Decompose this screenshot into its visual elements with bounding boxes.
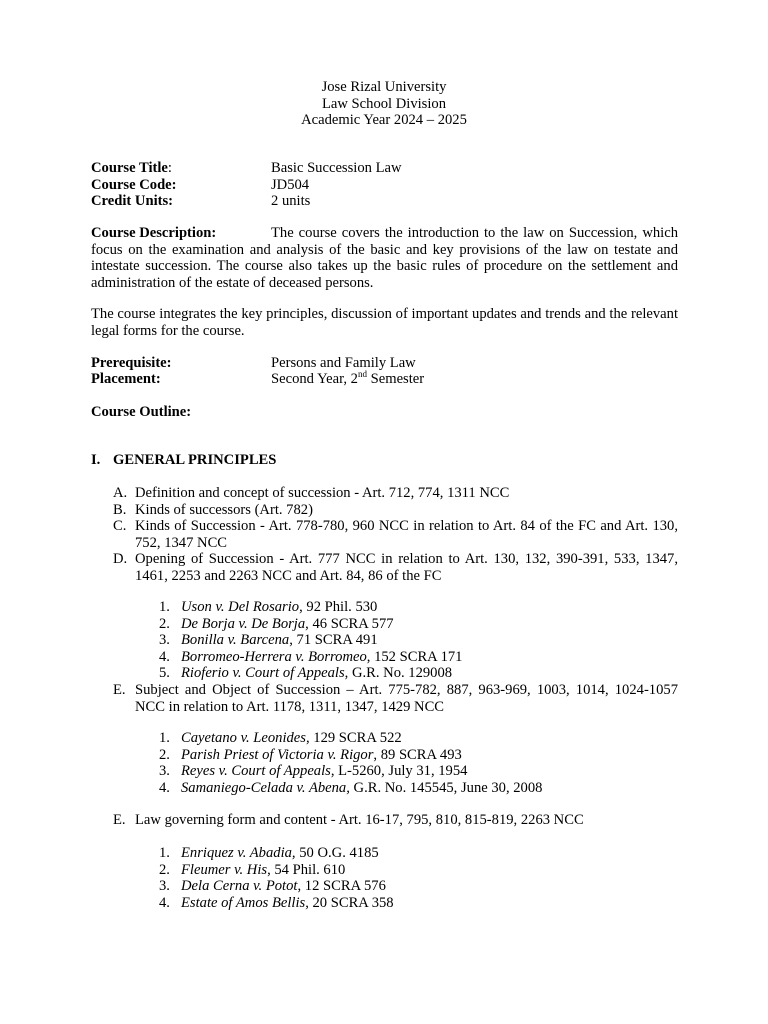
topic-list-a-d bbox=[113, 485, 678, 584]
case-item: 2. Parish Priest of Victoria v. Rigor, 89 SCRA 493 bbox=[159, 746, 462, 763]
case-item: 4. Samaniego-Celada v. Abena, G.R. No. 145545, June 30, 2008 bbox=[159, 779, 543, 796]
credit-units-label: Credit Units: bbox=[91, 193, 174, 209]
course-description-label: Course Description: bbox=[91, 225, 217, 241]
course-code-label: Course Code: bbox=[91, 177, 177, 193]
list-item: D. Opening of Succession - Art. 777 NCC in relation to Art. 130, 132, 390-391, 533, 1347, 1461, 2253 and 2263 NCC and Art. 84, 86 of the FC bbox=[113, 551, 678, 584]
academic-year: Academic Year 2024 – 2025 bbox=[301, 112, 467, 128]
list-item: A. Definition and concept of succession - Art. 712, 774, 1311 NCC bbox=[113, 485, 510, 501]
topic-item-e-subject bbox=[113, 682, 678, 715]
case-item: 2. De Borja v. De Borja, 46 SCRA 577 bbox=[159, 615, 394, 632]
course-integration-text: The course integrates the key principles, discussion of important updates and trends and the relevant legal forms for the course. bbox=[91, 306, 678, 339]
course-outline-label: Course Outline: bbox=[91, 404, 192, 420]
case-item: 1. Uson v. Del Rosario, 92 Phil. 530 bbox=[159, 599, 378, 615]
placement-value: Second Year, 2nd Semester bbox=[271, 369, 425, 387]
prerequisite-label: Prerequisite: bbox=[91, 355, 172, 371]
case-item: 1. Enriquez v. Abadia, 50 O.G. 4185 bbox=[159, 845, 379, 861]
prerequisite-value: Persons and Family Law bbox=[271, 355, 416, 371]
division-name: Law School Division bbox=[321, 95, 447, 112]
list-item: C. Kinds of Succession - Art. 778-780, 960 NCC in relation to Art. 84 of the FC and Art. 130, 752, 1347 NCC bbox=[113, 518, 678, 551]
credit-units-value: 2 units bbox=[271, 193, 311, 209]
list-item: E. Subject and Object of Succession – Art. 775-782, 887, 963-969, 1003, 1014, 1024-1057 NCC in relation to Art. 1178, 1311, 1347, 1429 NCC bbox=[113, 682, 678, 715]
section-heading: I. GENERAL PRINCIPLES bbox=[91, 452, 277, 468]
course-title-label: Course Title: bbox=[91, 160, 172, 176]
case-item: 4. Borromeo-Herrera v. Borromeo, 152 SCRA 171 bbox=[159, 648, 463, 665]
case-list-e-subject bbox=[159, 730, 542, 796]
case-item: 3. Dela Cerna v. Potot, 12 SCRA 576 bbox=[159, 878, 386, 894]
course-title-value: Basic Succession Law bbox=[271, 160, 402, 176]
case-item: 5. Rioferio v. Court of Appeals, G.R. No. 129008 bbox=[159, 665, 453, 681]
topic-item-e-law bbox=[113, 812, 678, 829]
document-header bbox=[0, 79, 768, 129]
case-item: 3. Bonilla v. Barcena, 71 SCRA 491 bbox=[159, 632, 378, 648]
list-item: B. Kinds of successors (Art. 782) bbox=[113, 501, 313, 518]
course-description-text: The course covers the introduction to the law on Succession, which focus on the examination and analysis of the basic and key provisions of the law on testate and intestate succession. The course also takes up the basic rules of procedure on the settlement and administration of the estate of deceased persons. bbox=[91, 225, 678, 291]
case-list-d bbox=[159, 599, 462, 682]
case-item: 2. Fleumer v. His, 54 Phil. 610 bbox=[159, 861, 346, 878]
list-item: E. Law governing form and content - Art. 16-17, 795, 810, 815-819, 2263 NCC bbox=[113, 812, 584, 828]
case-item: 1. Cayetano v. Leonides, 129 SCRA 522 bbox=[159, 730, 402, 746]
placement-label: Placement: bbox=[91, 371, 161, 387]
course-description bbox=[91, 225, 678, 291]
case-list-e-law bbox=[159, 845, 394, 911]
course-code-value: JD504 bbox=[271, 177, 310, 193]
university-name: Jose Rizal University bbox=[321, 79, 447, 95]
case-item: 3. Reyes v. Court of Appeals, L-5260, July 31, 1954 bbox=[159, 763, 468, 779]
case-item: 4. Estate of Amos Bellis, 20 SCRA 358 bbox=[159, 894, 394, 911]
